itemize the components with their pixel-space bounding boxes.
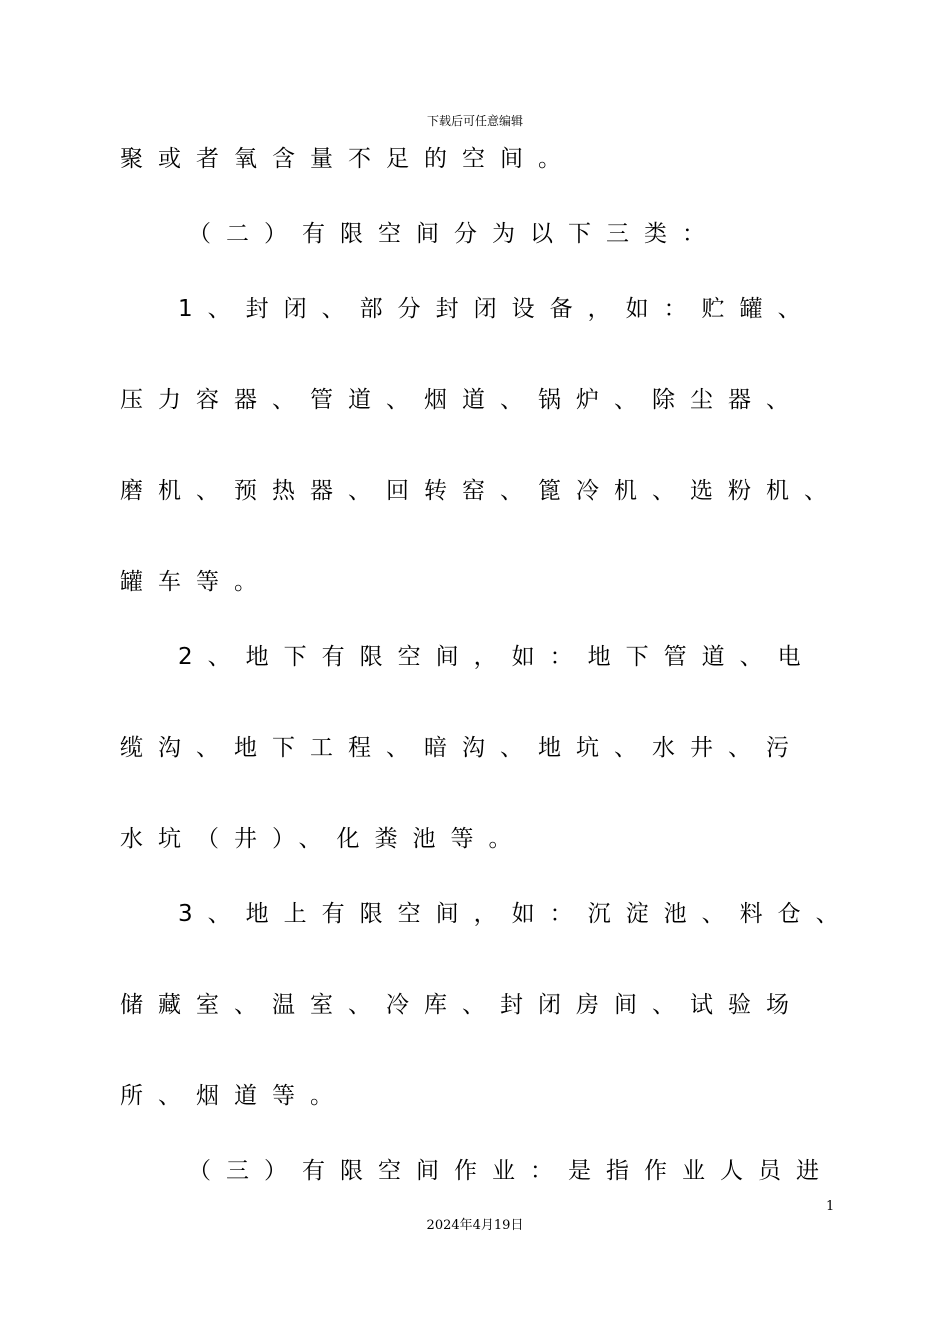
body-line-12: 所、烟道等。	[120, 1083, 348, 1109]
body-line-2: （二）有限空间分为以下三类：	[188, 221, 720, 247]
page-number: 1	[826, 1199, 835, 1214]
body-line-6: 罐车等。	[120, 569, 272, 595]
body-line-11: 储藏室、温室、冷库、封闭房间、试验场	[120, 992, 804, 1018]
body-line-8: 缆沟、地下工程、暗沟、地坑、水井、污	[120, 735, 804, 761]
body-line-5: 磨机、预热器、回转窑、篦冷机、选粉机、	[120, 478, 842, 504]
body-line-9: 水坑（井）、化粪池等。	[120, 826, 527, 852]
body-line-1: 聚或者氧含量不足的空间。	[120, 146, 576, 172]
page-footer-date: 2024年4月19日	[426, 1218, 524, 1233]
body-line-4: 压力容器、管道、烟道、锅炉、除尘器、	[120, 387, 804, 413]
body-line-7: 2、地下有限空间，如：地下管道、电	[178, 644, 816, 670]
page-header: 下载后可任意编辑	[426, 114, 523, 128]
body-line-3: 1、封闭、部分封闭设备，如：贮罐、	[178, 296, 816, 322]
body-line-13: （三）有限空间作业：是指作业人员进	[188, 1158, 834, 1184]
body-line-10: 3、地上有限空间，如：沉淀池、料仓、	[178, 901, 854, 927]
